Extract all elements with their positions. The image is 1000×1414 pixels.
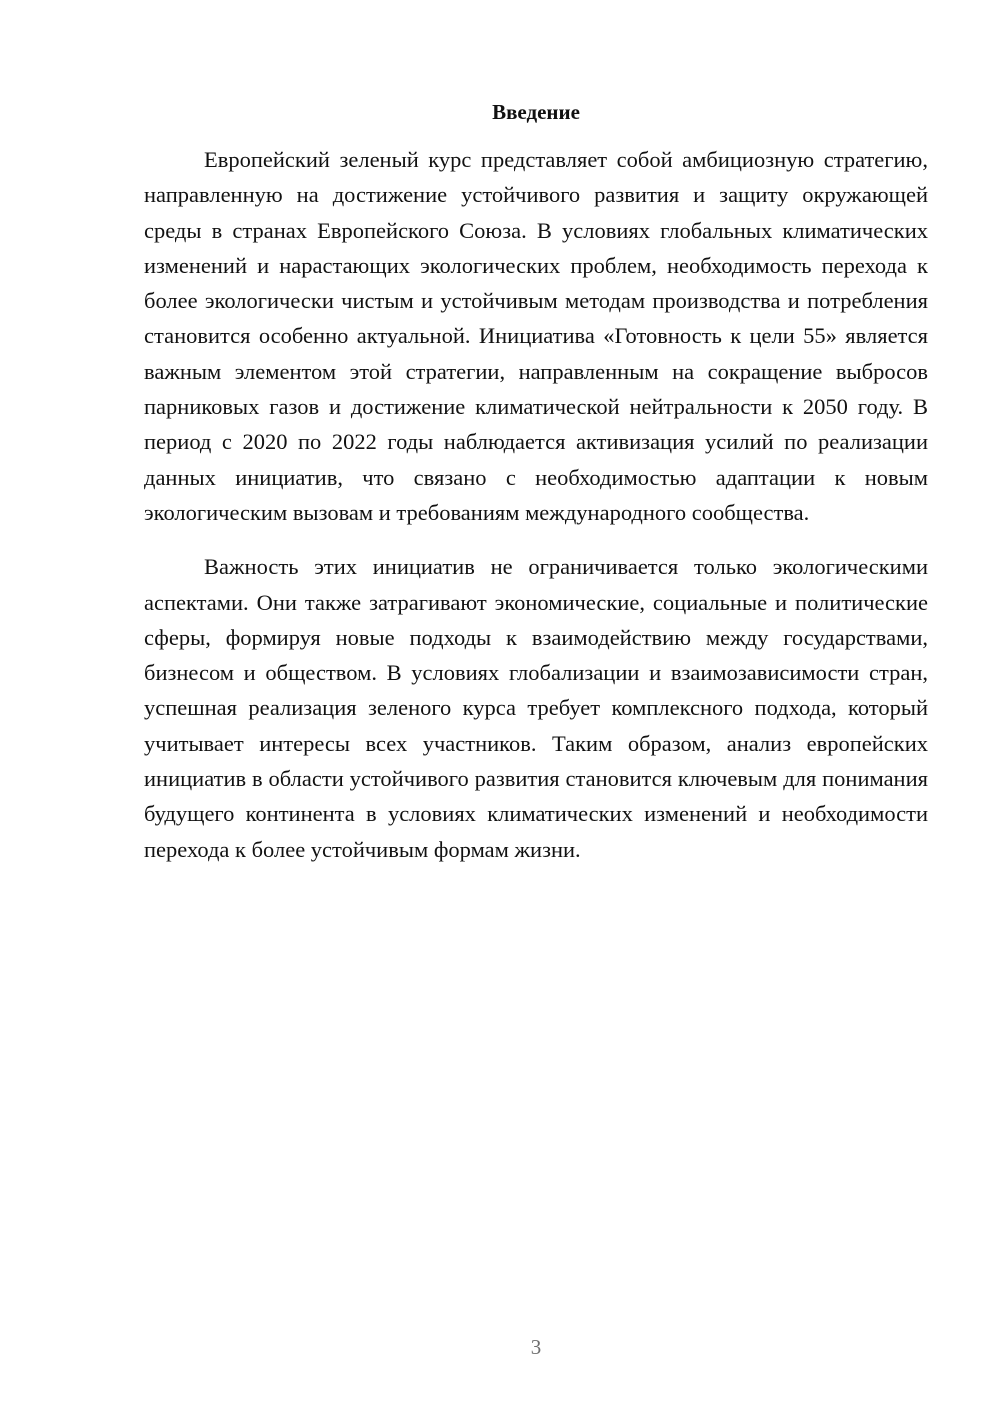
page-number: 3 <box>530 1335 542 1359</box>
section-title: Введение <box>492 100 580 124</box>
body-text <box>144 142 928 867</box>
paragraph-1: Европейский зеленый курс представляет собой амбициозную стратегию, направленную на достижение устойчивого развития и защиту окружающей среды в странах Европейского Союза. В условиях глобальных климатических изменений и нарастающих экологических проблем, необходимость перехода к более экологически чистым и устойчивым методам производства и потребления становится особенно актуальной. Инициатива «Готовность к цели 55» является важным элементом этой стратегии, направленным на сокращение выбросов парниковых газов и достижение климатической нейтральности к 2050 году. В период с 2020 по 2022 годы наблюдается активизация усилий по реализации данных инициатив, что связано с необходимостью адаптации к новым экологическим вызовам и требованиям международного сообщества. <box>144 147 928 525</box>
paragraph-2: Важность этих инициатив не ограничивается только экологическими аспектами. Они также затрагивают экономические, социальные и политические сферы, формируя новые подходы к взаимодействию между государствами, бизнесом и обществом. В условиях глобализации и взаимозависимости стран, успешная реализация зеленого курса требует комплексного подхода, который учитывает интересы всех участников. Таким образом, анализ европейских инициатив в области устойчивого развития становится ключевым для понимания будущего континента в условиях климатических изменений и необходимости перехода к более устойчивым формам жизни. <box>144 554 928 862</box>
